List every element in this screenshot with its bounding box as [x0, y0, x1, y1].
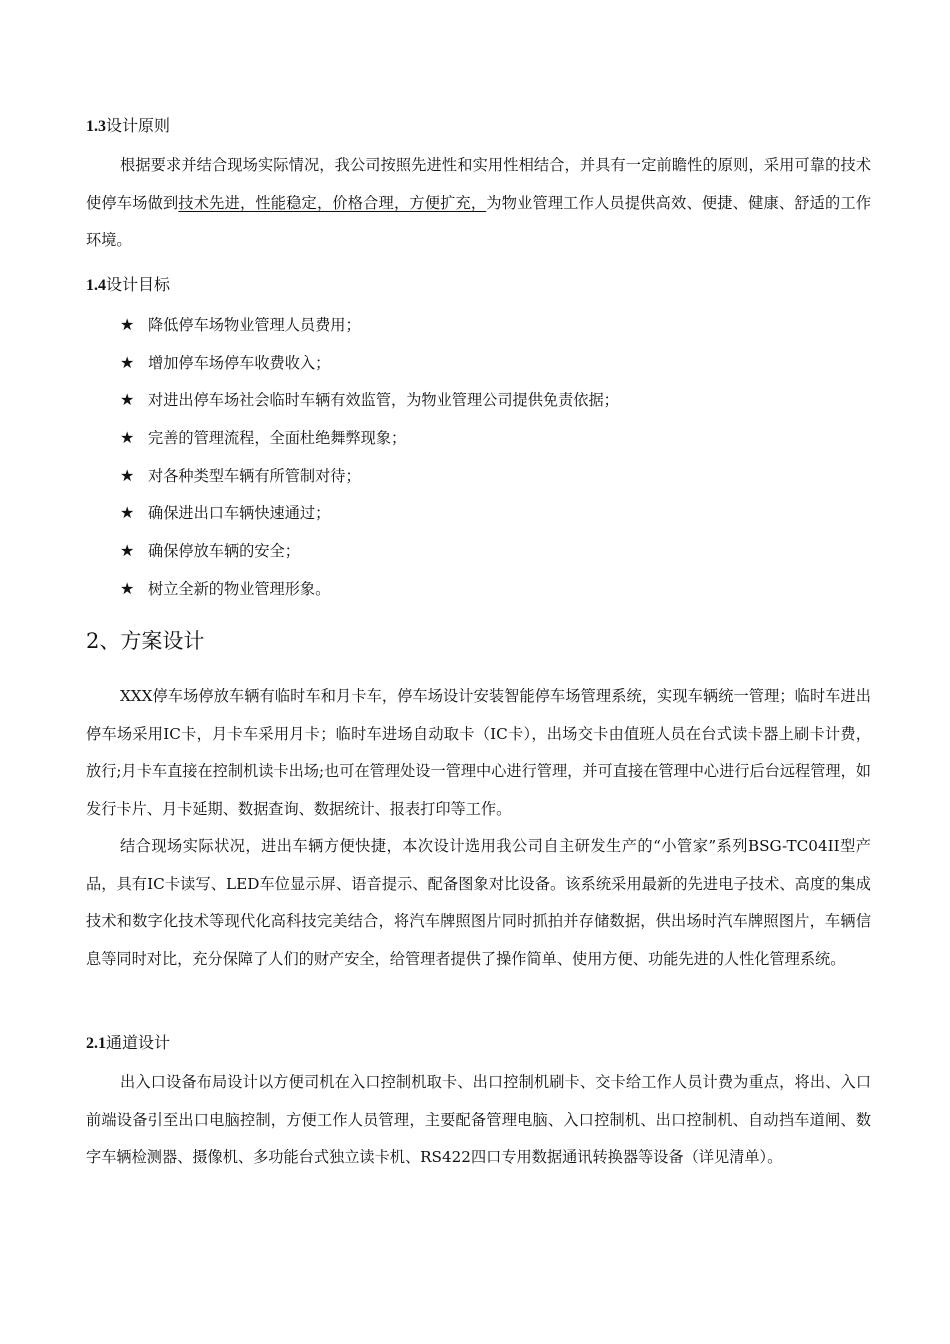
list-item-text: 对进出停车场社会临时车辆有效监管，为物业管理公司提供免责依据； [148, 391, 619, 410]
paragraph-product-selection: 结合现场实际状况，进出车辆方便快捷，本次设计选用我公司自主研发生产的“小管家”系列BSG-TC04II型产品，具有IC卡读写、LED车位显示屏、语音提示、配备图象对比设备。该系统采用最新的先进电子技术、高度的集成技术和数字化技术等现代化高科技完美结合，将汽车牌照图片同时抓拍并存储数据，供出场时汽车牌照图片，车辆信息等同时对比，充分保障了人们的财产安全，给管理者提供了操作简单、使用方便、功能先进的人性化管理系统。 [86, 837, 871, 968]
list-item-text: 树立全新的物业管理形象。 [148, 579, 331, 598]
star-bullet-icon: ★ [120, 390, 135, 410]
list-item-text: 确保停放车辆的安全； [148, 542, 300, 561]
section-title: 通道设计 [106, 1033, 171, 1052]
list-item-text: 完善的管理流程，全面杜绝舞弊现象； [148, 429, 407, 448]
section-title: 设计目标 [106, 275, 171, 294]
list-item-text: 对各种类型车辆有所管制对待； [148, 466, 361, 485]
list-item [120, 463, 619, 501]
section-number: 1.4 [86, 277, 106, 294]
section-heading-1-4 [86, 274, 170, 297]
section-heading-2: 2、方案设计 [86, 629, 205, 653]
star-bullet-icon: ★ [120, 428, 135, 448]
star-bullet-icon: ★ [120, 503, 135, 523]
section-title: 设计原则 [106, 116, 171, 135]
paragraph-text: 根据要求并结合现场实际情况，我公司按照先进性和实用性相结合，并具有一定前瞻性的原则，采用可靠的技术使停车场做到 [86, 156, 871, 212]
paragraph-design-principle [86, 147, 871, 260]
paragraph-channel-design: 出入口设备布局设计以方便司机在入口控制机取卡、出口控制机刷卡、交卡给工作人员计费为重点，将出、入口前端设备引至出口电脑控制，方便工作人员管理，主要配备管理电脑、入口控制机、出口控制机、自动挡车道闸、数字车辆检测器、摄像机、多功能台式独立读卡机、RS422四口专用数据通讯转换器等设备（详见清单）。 [86, 1073, 871, 1167]
section-number: 1.3 [86, 118, 106, 135]
list-item [120, 350, 619, 388]
star-bullet-icon: ★ [120, 578, 135, 598]
star-bullet-icon: ★ [120, 352, 135, 372]
list-item-text: 降低停车场物业管理人员费用； [148, 316, 361, 334]
section-number: 2.1 [86, 1035, 106, 1052]
section-heading-1-3 [86, 115, 170, 138]
list-item [120, 425, 619, 463]
paragraph-scheme-overview: XXX停车场停放车辆有临时车和月卡车，停车场设计安装智能停车场管理系统，实现车辆统一管理；临时车进出停车场采用IC卡，月卡车采用月卡；临时车进场自动取卡（IC卡），出场交卡由值班人员在台式读卡器上刷卡计费，放行;月卡车直接在控制机读卡出场;也可在管理处设一管理中心进行管理，并可直接在管理中心进行后台远程管理，如发行卡片、月卡延期、数据查询、数据统计、报表打印等工作。 [86, 687, 871, 818]
star-bullet-icon: ★ [120, 465, 135, 485]
underlined-text: 技术先进，性能稳定，价格合理，方便扩充， [178, 193, 487, 212]
list-item [120, 312, 619, 350]
star-bullet-icon: ★ [120, 315, 135, 334]
paragraph-text: 为物业管理工作人员提供高效、便捷、健康、舒适的工作环境。 [86, 193, 872, 250]
list-item-text: 增加停车场停车收费收入； [148, 353, 331, 372]
star-bullet-icon: ★ [120, 541, 135, 561]
list-item [120, 538, 619, 576]
list-item [120, 500, 619, 538]
list-item-text: 确保进出口车辆快速通过； [148, 504, 331, 523]
design-goals-list [120, 312, 619, 614]
section-heading-2-1 [86, 1032, 170, 1055]
list-item [120, 576, 619, 614]
list-item [120, 387, 619, 425]
